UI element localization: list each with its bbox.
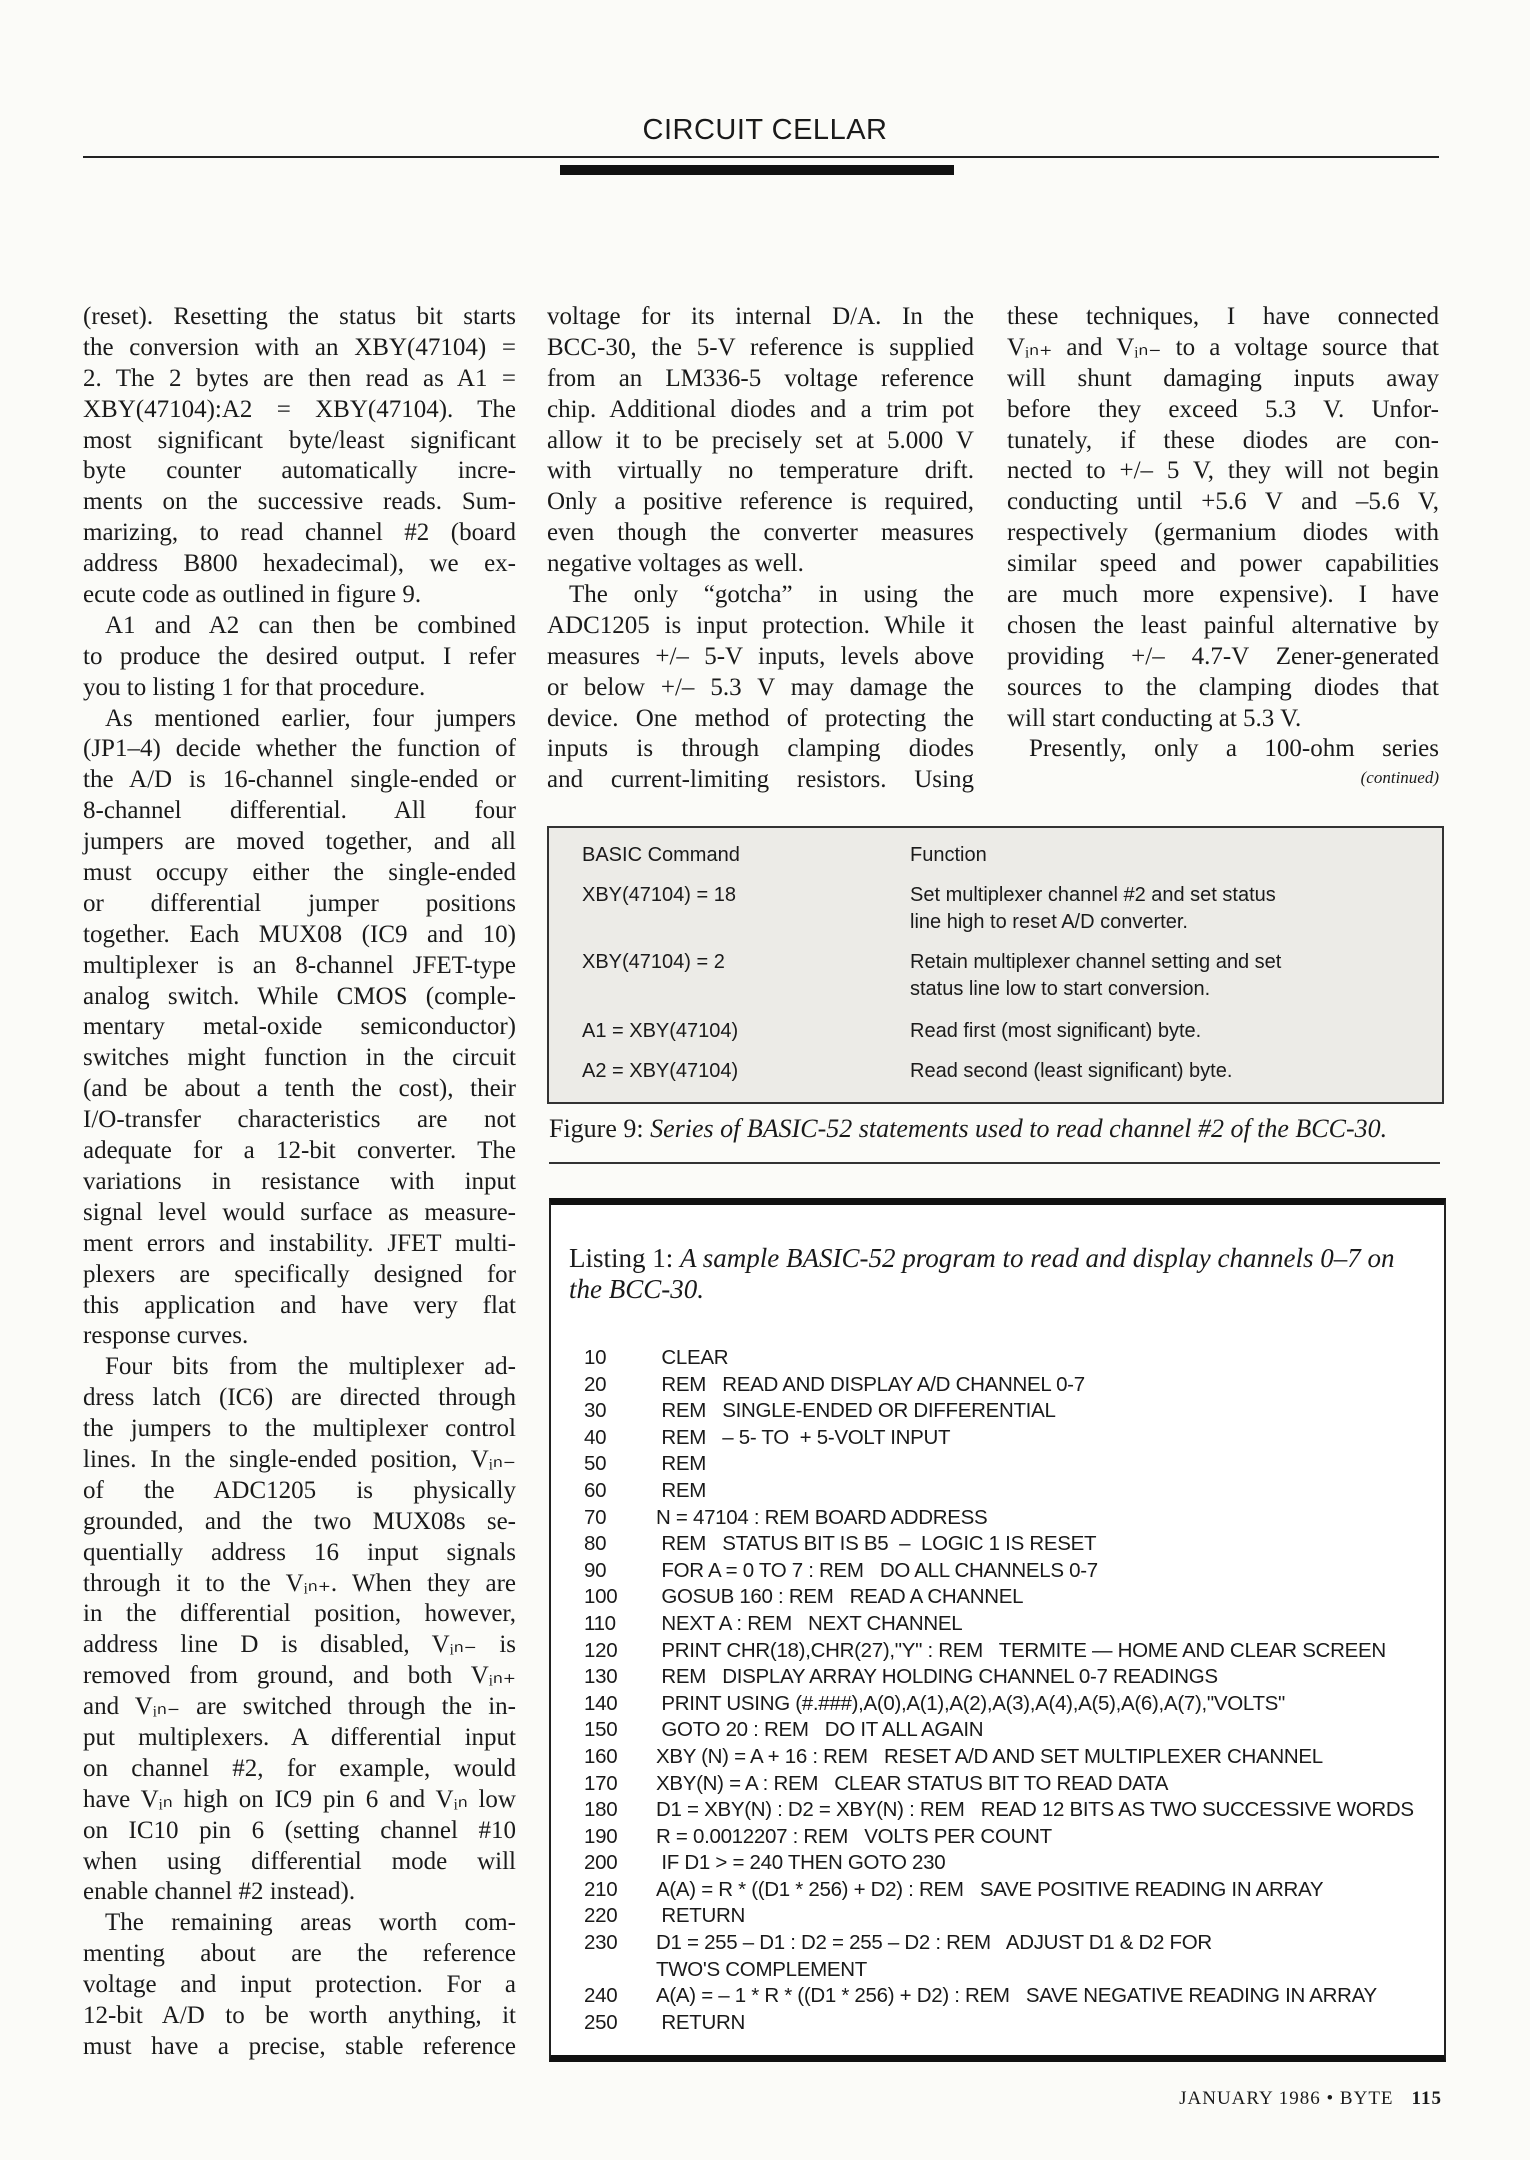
line-number: 180 [584,1798,618,1822]
code-line [584,1531,1414,1558]
text-line: Presently, only a 100-ohm series [1029,735,1439,763]
text-line: variations in resistance with input [83,1167,516,1195]
code-text: FOR A = 0 TO 7 : REM DO ALL CHANNELS 0-7 [656,1558,1098,1582]
text-line: grounded, and the two MUX08s se- [83,1507,516,1535]
text-line: most significant byte/least significant [83,426,516,454]
line-number: 60 [584,1478,607,1502]
text-line: inputs is through clamping diodes [547,735,974,763]
line-number: 50 [584,1452,607,1476]
table-header-command: BASIC Command [582,844,740,866]
table-cell-function: Read first (most significant) byte. [910,1020,1202,1042]
text-line: Only a positive reference is required, [547,488,974,516]
code-line [584,1372,1414,1399]
code-text: XBY(N) = A : REM CLEAR STATUS BIT TO READ DATA [656,1771,1169,1795]
table-cell-function: Read second (least significant) byte. [910,1060,1233,1082]
text-line: signal level would surface as measure- [83,1198,516,1226]
text-line: quentially address 16 input signals [83,1538,516,1566]
code-line [584,1903,1414,1930]
code-text: XBY (N) = A + 16 : REM RESET A/D AND SET MULTIPLEXER CHANNEL [656,1744,1323,1768]
text-line: ments on the successive reads. Sum- [83,488,516,516]
text-line: providing +/– 4.7-V Zener-generated [1007,642,1439,670]
code-text: REM SINGLE-ENDED OR DIFFERENTIAL [656,1399,1056,1423]
code-text: IF D1 > = 240 THEN GOTO 230 [656,1851,946,1875]
line-number: 230 [584,1931,618,1955]
code-text: CLEAR [656,1346,729,1369]
code-line [584,1691,1414,1718]
text-line: even though the converter measures [547,519,974,547]
caption-text: Series of BASIC-52 statements used to read channel #2 of the BCC-30. [650,1114,1388,1143]
text-line: address B800 hexadecimal), we ex- [83,550,516,578]
text-line: of the ADC1205 is physically [83,1476,516,1504]
code-text: RETURN [656,2010,746,2034]
code-line [584,1744,1414,1771]
line-number: 160 [584,1744,618,1768]
section-header: CIRCUIT CELLAR [642,114,888,146]
text-column-3 [1007,302,1439,791]
text-line: on IC10 pin 6 (setting channel #10 [83,1816,516,1844]
code-text: REM STATUS BIT IS B5 – LOGIC 1 IS RESET [656,1532,1097,1556]
text-line: I/O-transfer characteristics are not [83,1106,516,1134]
code-text: REM – 5- TO + 5-VOLT INPUT [656,1425,951,1449]
text-line: voltage for its internal D/A. In the [547,303,974,330]
code-line [584,2010,1414,2037]
text-line: tunately, if these diodes are con- [1007,426,1439,454]
code-text: GOSUB 160 : REM READ A CHANNEL [656,1585,1024,1609]
text-line: before they exceed 5.3 V. Unfor- [1007,395,1439,423]
text-line: sources to the clamping diodes that [1007,673,1439,701]
text-line: XBY(47104):A2 = XBY(47104). The [83,395,516,423]
code-line [584,1797,1414,1824]
header-rule [83,156,1439,158]
code-text: GOTO 20 : REM DO IT ALL AGAIN [656,1718,984,1742]
code-line [584,1957,1414,1984]
code-text: A(A) = R * ((D1 * 256) + D2) : REM SAVE POSITIVE READING IN ARRAY [656,1877,1324,1901]
text-line: are much more expensive). I have [1007,581,1439,609]
text-line: 12-bit A/D to be worth anything, it [83,2001,516,2029]
function-line: line high to reset A/D converter. [910,911,1188,933]
text-line: through it to the Vᵢₙ₊. When they are [83,1569,516,1597]
text-line: will start conducting at 5.3 V. [1007,704,1302,732]
line-number: 240 [584,1984,618,2008]
text-line: from an LM336-5 voltage reference [547,364,974,392]
text-line: with virtually no temperature drift. [547,457,974,485]
text-line: will shunt damaging inputs away [1007,364,1439,392]
text-line: removed from ground, and both Vᵢₙ₊ [83,1662,516,1690]
table-cell-command: XBY(47104) = 2 [582,951,725,973]
line-number: 220 [584,1904,618,1928]
issue-label: JANUARY 1986 • BYTE [1179,2088,1394,2109]
table-cell-function [910,949,1281,1003]
text-line: and Vᵢₙ₋ are switched through the in- [83,1693,516,1721]
code-line [584,1505,1414,1532]
text-line: analog switch. While CMOS (comple- [83,982,516,1010]
page-footer [1179,2088,1442,2110]
text-line: similar speed and power capabilities [1007,550,1439,578]
code-line [584,1611,1414,1638]
code-text: D1 = 255 – D1 : D2 = 255 – D2 : REM ADJUST D1 & D2 FOR [656,1931,1212,1955]
text-line: 8-channel differential. All four [83,797,516,825]
text-line: voltage and input protection. For a [83,1971,516,1999]
text-line: you to listing 1 for that procedure. [83,673,426,701]
function-line: Retain multiplexer channel setting and set [910,951,1282,973]
code-text: D1 = XBY(N) : D2 = XBY(N) : REM READ 12 BITS AS TWO SUCCESSIVE WORDS [656,1798,1414,1822]
text-line: multiplexer is an 8-channel JFET-type [83,951,516,979]
text-line: dress latch (IC6) are directed through [83,1384,516,1412]
code-text: RETURN [656,1904,746,1928]
text-line: (and be about a tenth the cost), their [83,1075,516,1103]
text-line: adequate for a 12-bit converter. The [83,1137,516,1165]
text-line: menting about are the reference [83,1940,516,1968]
text-line: (JP1–4) decide whether the function of [83,735,516,763]
text-line: address line D is disabled, Vᵢₙ₋ is [83,1631,516,1659]
line-number [584,1957,656,1984]
code-line [584,1877,1414,1904]
text-line: have Vᵢₙ high on IC9 pin 6 and Vᵢₙ low [83,1785,516,1813]
code-line [584,1398,1414,1425]
code-line [584,1664,1414,1691]
code-text: REM READ AND DISPLAY A/D CHANNEL 0-7 [656,1372,1085,1396]
code-text: TWO'S COMPLEMENT [656,1957,867,1981]
text-line: BCC-30, the 5-V reference is supplied [547,333,974,361]
table-cell-function [910,882,1276,936]
line-number: 20 [584,1372,607,1396]
text-line: negative voltages as well. [547,550,804,578]
caption-text: A sample BASIC-52 program to read and display channels 0–7 on the BCC-30. [569,1243,1395,1304]
text-line: Vᵢₙ₊ and Vᵢₙ₋ to a voltage source that [1007,333,1439,361]
line-number: 200 [584,1851,618,1875]
code-line [584,1478,1414,1505]
text-line: put multiplexers. A differential input [83,1723,516,1751]
line-number: 140 [584,1691,618,1715]
text-line: must have a precise, stable reference [83,2032,516,2060]
text-line: switches might function in the circuit [83,1044,516,1072]
code-text: PRINT USING (#.###),A(0),A(1),A(2),A(3),A(4),A(5),A(6),A(7),"VOLTS" [656,1691,1286,1715]
caption-label: Listing 1: [569,1243,674,1273]
line-number: 250 [584,2010,618,2034]
text-line: chosen the least painful alternative by [1007,611,1439,639]
text-line: conducting until +5.6 V and –5.6 V, [1007,488,1439,516]
code-line [584,1451,1414,1478]
text-line: ADC1205 is input protection. While it [547,611,974,639]
text-line: ecute code as outlined in figure 9. [83,581,422,609]
caption-rule [549,1162,1440,1164]
code-text: REM [656,1478,707,1502]
text-line: As mentioned earlier, four jumpers [105,704,516,732]
line-number: 80 [584,1532,607,1556]
continued-note: (continued) [1360,768,1439,788]
text-line: mentary metal-oxide semiconductor) [83,1013,516,1041]
text-line: respectively (germanium diodes with [1007,519,1439,547]
function-line: status line low to start conversion. [910,978,1211,1000]
code-text: R = 0.0012207 : REM VOLTS PER COUNT [656,1824,1052,1848]
text-line: and current-limiting resistors. Using [547,766,974,794]
line-number: 90 [584,1558,607,1582]
code-text: PRINT CHR(18),CHR(27),"Y" : REM TERMITE — HOME AND CLEAR SCREEN [656,1638,1386,1662]
code-line [584,1824,1414,1851]
text-line: A1 and A2 can then be combined [105,611,516,639]
figure-9-caption [549,1114,1387,1144]
text-line: (reset). Resetting the status bit starts [83,303,516,330]
text-line: jumpers are moved together, and all [83,828,516,856]
header-bar [560,165,954,175]
line-number: 170 [584,1771,618,1795]
caption-label: Figure 9: [549,1114,644,1143]
table-cell-command: A2 = XBY(47104) [582,1060,739,1082]
line-number: 210 [584,1877,618,1901]
text-line: ment errors and instability. JFET multi- [83,1229,516,1257]
line-number: 100 [584,1585,618,1609]
text-line: on channel #2, for example, would [83,1754,516,1782]
text-line: the A/D is 16-channel single-ended or [83,766,516,794]
text-line: when using differential mode will [83,1847,516,1875]
listing-caption [569,1243,1429,1305]
text-line: The only “gotcha” in using the [569,581,974,609]
line-number: 30 [584,1399,607,1423]
code-line [584,1345,1414,1372]
text-line: response curves. [83,1322,249,1350]
text-line: measures +/– 5-V inputs, levels above [547,642,974,670]
code-line [584,1638,1414,1665]
code-line [584,1850,1414,1877]
text-line: lines. In the single-ended position, Vᵢₙ₋ [83,1445,516,1473]
code-listing [584,1345,1414,2036]
line-number: 110 [584,1611,616,1635]
code-line [584,1771,1414,1798]
line-number: 70 [584,1505,607,1529]
text-line: these techniques, I have connected [1007,303,1439,330]
line-number: 10 [584,1346,607,1369]
text-line: device. One method of protecting the [547,704,974,732]
text-line: The remaining areas worth com- [105,1909,516,1937]
code-line [584,1425,1414,1452]
text-line: must occupy either the single-ended [83,859,516,887]
code-text: REM DISPLAY ARRAY HOLDING CHANNEL 0-7 READINGS [656,1665,1218,1689]
code-line [584,1930,1414,1957]
text-line: in the differential position, however, [83,1600,516,1628]
line-number: 40 [584,1425,607,1449]
code-line [584,1558,1414,1585]
page-number: 115 [1411,2088,1442,2109]
code-line [584,1983,1414,2010]
text-line: the conversion with an XBY(47104) = [83,333,516,361]
text-line: chip. Additional diodes and a trim pot [547,395,974,423]
code-text: NEXT A : REM NEXT CHANNEL [656,1611,963,1635]
text-line: nected to +/– 5 V, they will not begin [1007,457,1439,485]
line-number: 190 [584,1824,618,1848]
line-number: 120 [584,1638,618,1662]
line-number: 130 [584,1665,618,1689]
table-cell-command: XBY(47104) = 18 [582,884,736,906]
text-column-2 [547,302,974,796]
text-line: plexers are specifically designed for [83,1260,516,1288]
table-header-function: Function [910,844,987,866]
text-line: or differential jumper positions [83,889,516,917]
code-text: A(A) = – 1 * R * ((D1 * 256) + D2) : REM SAVE NEGATIVE READING IN ARRAY [656,1984,1377,2008]
text-line: together. Each MUX08 (IC9 and 10) [83,920,516,948]
text-line: to produce the desired output. I refer [83,642,516,670]
text-line: Four bits from the multiplexer ad- [105,1353,516,1381]
text-line: 2. The 2 bytes are then read as A1 = [83,364,516,392]
text-line: this application and have very flat [83,1291,516,1319]
code-text: REM [656,1452,707,1476]
text-line: or below +/– 5.3 V may damage the [547,673,974,701]
text-line: byte counter automatically incre- [83,457,516,485]
table-cell-command: A1 = XBY(47104) [582,1020,739,1042]
text-column-1 [83,302,516,2063]
figure-9-table [547,826,1444,1104]
code-line [584,1717,1414,1744]
code-line [584,1584,1414,1611]
code-text: N = 47104 : REM BOARD ADDRESS [656,1505,988,1529]
text-line: the jumpers to the multiplexer control [83,1415,516,1443]
listing-1 [549,1198,1446,2062]
text-line: marizing, to read channel #2 (board [83,519,516,547]
function-line: Set multiplexer channel #2 and set status [910,884,1276,906]
text-line: enable channel #2 instead). [83,1878,356,1906]
text-line: allow it to be precisely set at 5.000 V [547,426,974,454]
line-number: 150 [584,1718,618,1742]
